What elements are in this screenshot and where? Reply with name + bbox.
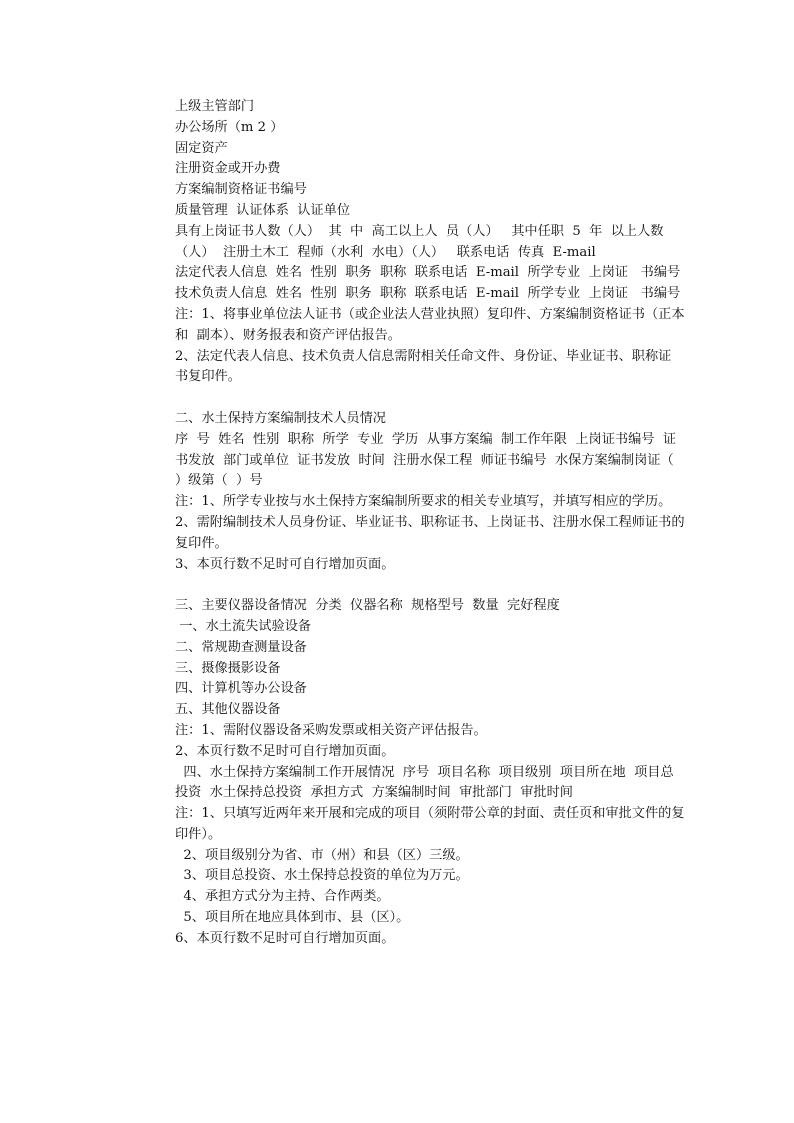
note-line: 3、项目总投资、水土保持总投资的单位为万元。 <box>175 868 469 884</box>
note-line: 注：1、所学专业按与水土保持方案编制所要求的相关专业填写，并填写相应的学历。 <box>175 494 672 510</box>
text-line: 方案编制资格证书编号 <box>175 182 307 198</box>
note-line: 5、项目所在地应具体到市、县（区）。 <box>175 910 410 926</box>
text-line: 技术负责人信息 姓名 性别 职务 职称 联系电话 E-mail 所学专业 上岗证 书编号 <box>175 286 681 302</box>
text-line: 注册资金或开办费 <box>175 161 281 177</box>
note-line: 3、本页行数不足时可自行增加页面。 <box>175 556 395 572</box>
section-heading: 四、水土保持方案编制工作开展情况 序号 项目名称 项目级别 项目所在地 项目总投资 水土保持总投资 承担方式 方案编制时间 审批部门 审批时间 <box>175 764 674 801</box>
section-unit-info <box>175 97 685 388</box>
text-line: 三、摄像摄影设备 <box>175 660 281 676</box>
text-line: 五、其他仪器设备 <box>175 702 281 718</box>
note-line: 2、需附编制技术人员身份证、毕业证书、职称证书、上岗证书、注册水保工程师证书的复印件。 <box>175 514 685 551</box>
section-technical-staff <box>175 409 685 575</box>
note-line: 2、本页行数不足时可自行增加页面。 <box>175 743 395 759</box>
section-heading: 二、水土保持方案编制技术人员情况 <box>175 410 386 426</box>
text-line: 二、常规勘查测量设备 <box>175 639 307 655</box>
text-line: 质量管理 认证体系 认证单位 <box>175 202 351 218</box>
text-line: 法定代表人信息 姓名 性别 职务 职称 联系电话 E-mail 所学专业 上岗证 书编号 <box>175 265 681 281</box>
section-equipment-and-projects <box>175 596 685 950</box>
section-heading: 三、主要仪器设备情况 分类 仪器名称 规格型号 数量 完好程度 <box>175 598 560 614</box>
text-line: 一、水土流失试验设备 <box>175 618 312 634</box>
document-page <box>175 97 685 950</box>
note-line: 6、本页行数不足时可自行增加页面。 <box>175 930 395 946</box>
text-line: 序 号 姓名 性别 职称 所学 专业 学历 从事方案编 制工作年限 上岗证书编号 证书发放 部门或单位 证书发放 时间 注册水保工程 师证书编号 水保方案编制岗证（ ）级第（ ）号 <box>175 431 683 489</box>
text-line: 四、计算机等办公设备 <box>175 681 307 697</box>
section-gap <box>175 388 685 409</box>
note-line: 注：1、将事业单位法人证书（或企业法人营业执照）复印件、方案编制资格证书（正本和 副本）、财务报表和资产评估报告。 <box>175 306 685 343</box>
note-line: 2、项目级别分为省、市（州）和县（区）三级。 <box>175 847 469 863</box>
note-line: 注：1、需附仪器设备采购发票或相关资产评估报告。 <box>175 722 487 738</box>
text-line: 上级主管部门 <box>175 99 255 114</box>
text-line: 固定资产 <box>175 140 228 156</box>
section-gap <box>175 575 685 596</box>
text-line: 具有上岗证书人数（人） 其 中 高工以上人 员（人） 其中任职 5 年 以上人数（人） 注册土木工 程师（水利 水电）（人） 联系电话 传真 E-mail <box>175 223 664 260</box>
note-line: 4、承担方式分为主持、合作两类。 <box>175 889 390 905</box>
text-line: 办公场所（m 2 ） <box>175 119 284 135</box>
note-line: 2、法定代表人信息、技术负责人信息需附相关任命文件、身份证、毕业证书、职称证 书复印件。 <box>175 348 680 385</box>
note-line: 注：1、只填写近两年来开展和完成的项目（须附带公章的封面、责任页和审批文件的复印件）。 <box>175 806 685 842</box>
